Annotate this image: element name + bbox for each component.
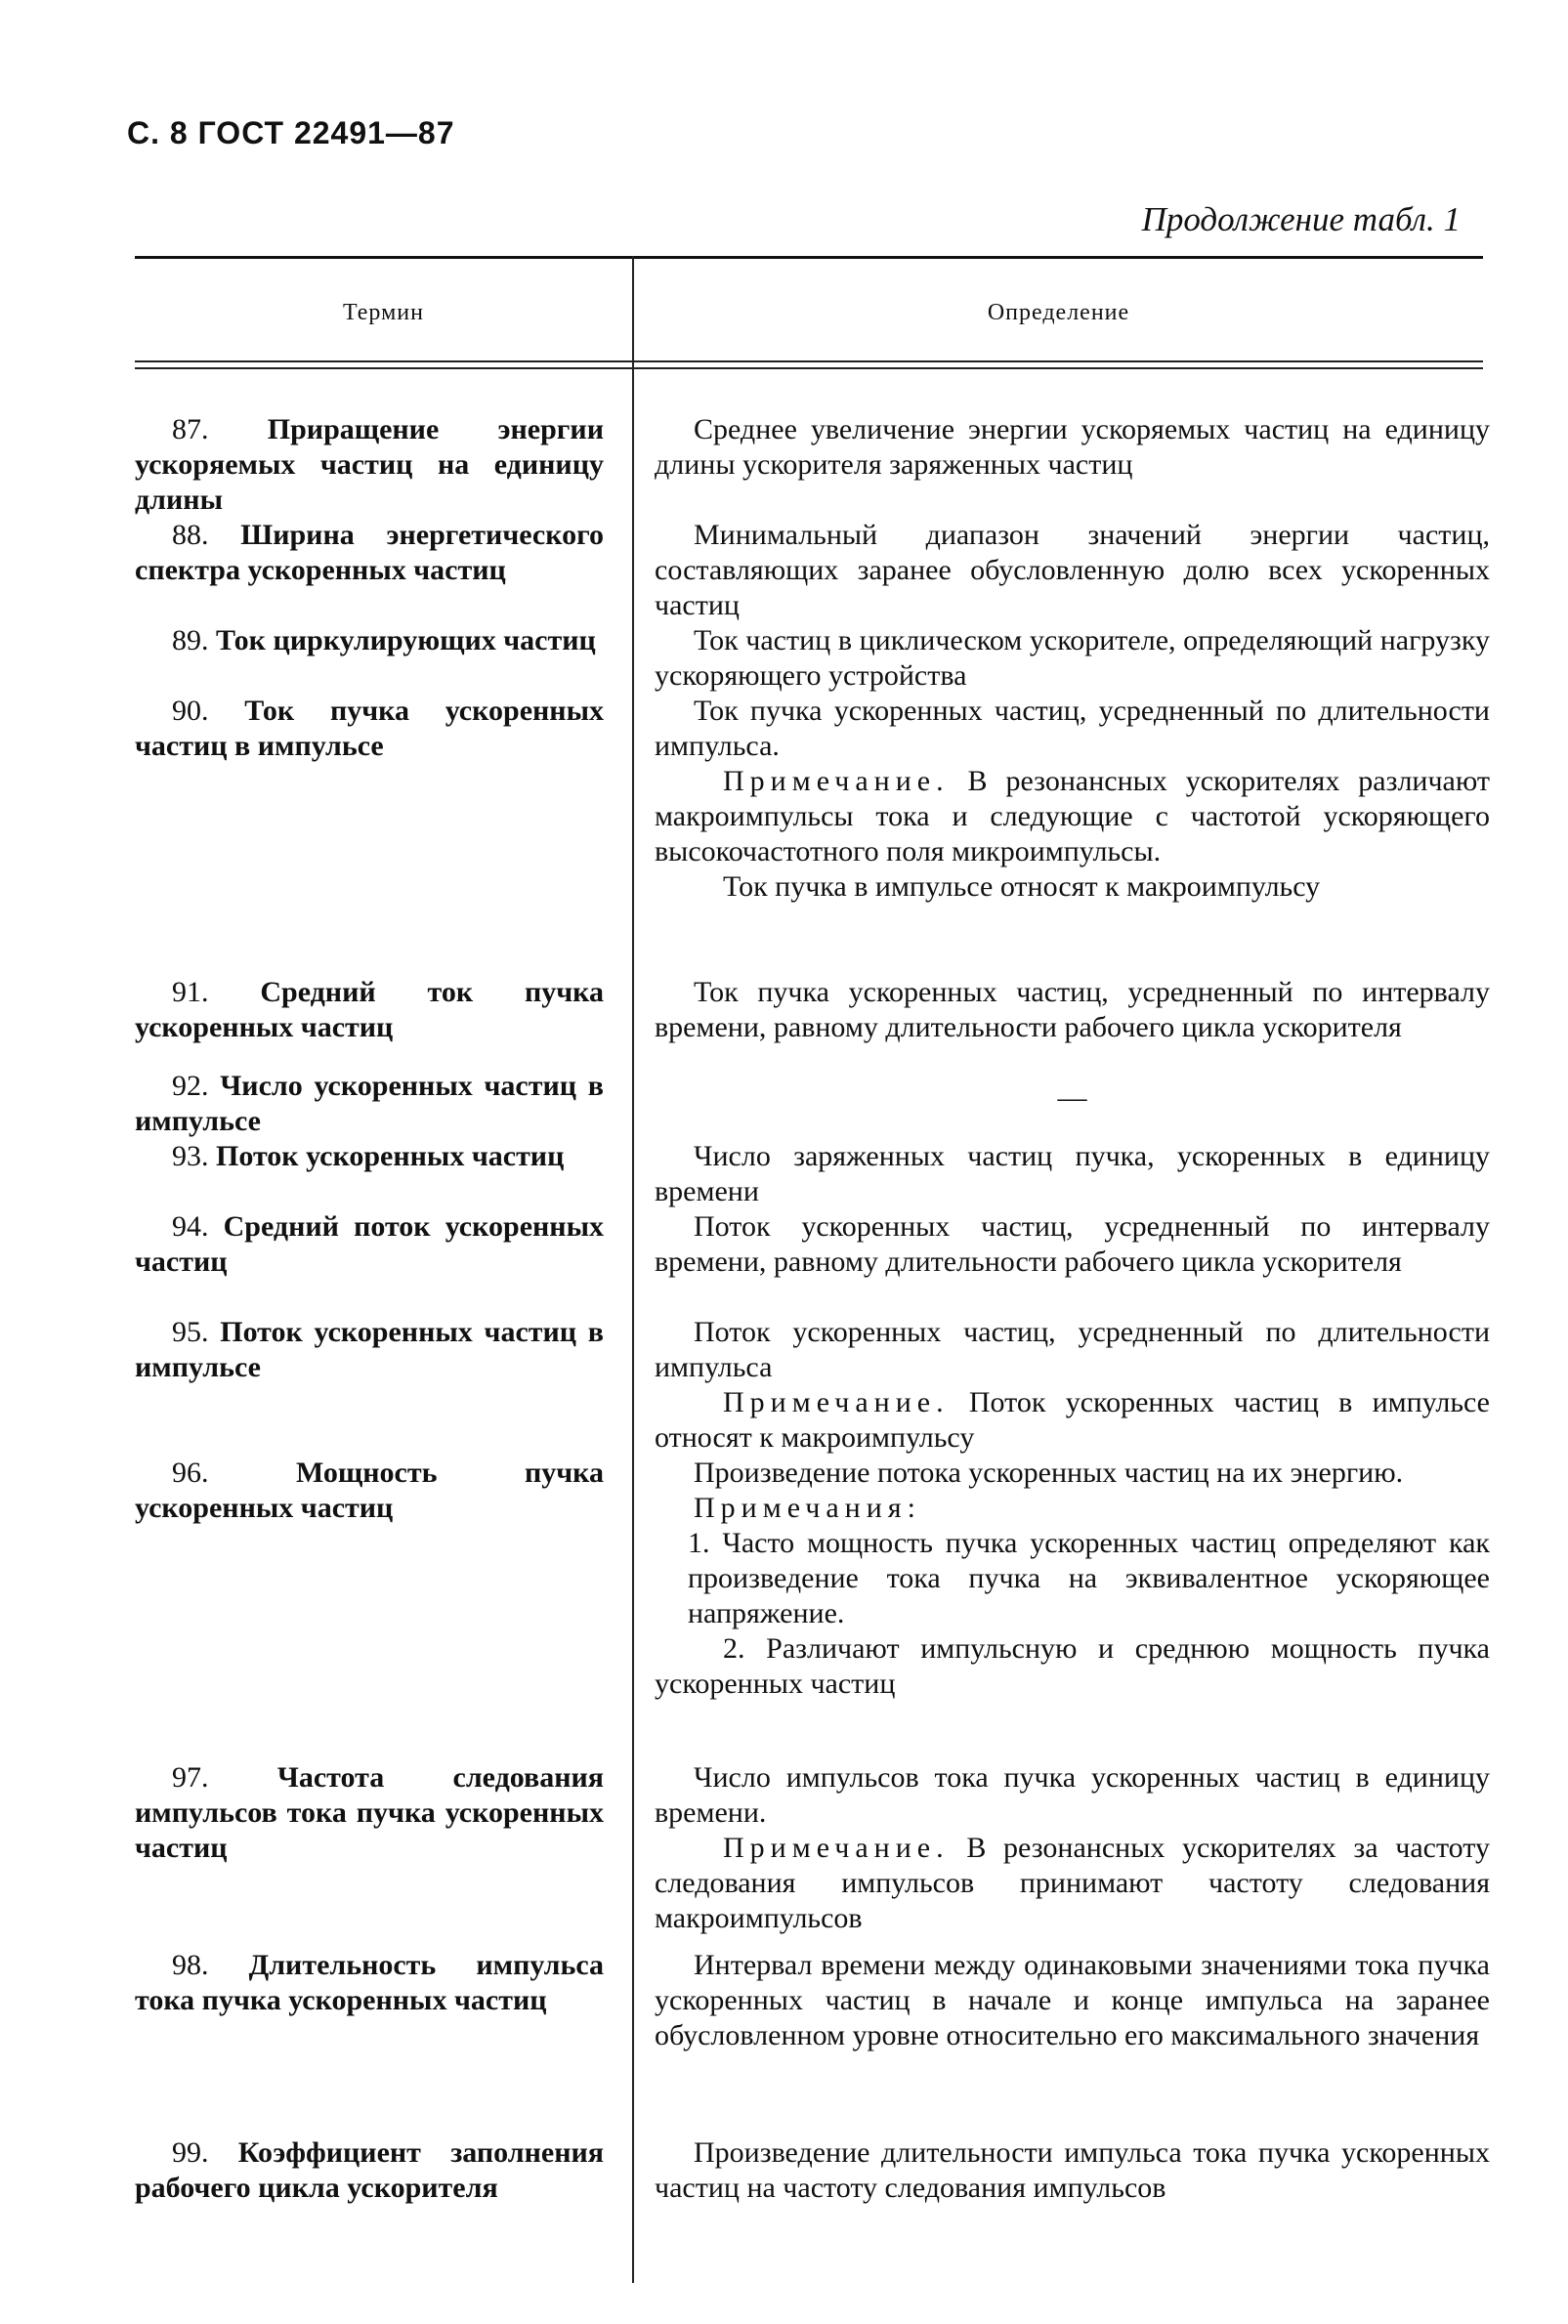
definition-90: Ток пучка ускоренных частиц, усредненный по длительности импульса. Примечание. В резонансных ускорителях различают макроимпульсы тока и следующие с частотой ускоряющего высокочастотного поля микроимпульсы. Ток пучка в импульсе относят к макроимпульсу — [655, 695, 1491, 903]
page-header: С. 8 ГОСТ 22491—87 — [127, 115, 455, 150]
column-header-term: Термин — [343, 300, 424, 325]
header-rule-lower — [135, 367, 1483, 369]
table-top-rule — [135, 256, 1483, 259]
notes-label-96: Примечания: — [694, 1492, 921, 1524]
note-90-extra: Ток пучка в импульсе относят к макроимпульсу — [723, 870, 1321, 903]
definition-87: Среднее увеличение энергии ускоряемых частиц на единицу длины ускорителя заряженных частиц — [655, 413, 1490, 481]
term-93: 93. Поток ускоренных частиц — [172, 1140, 565, 1172]
definition-93: Число заряженных частиц пучка, ускоренных в единицу времени — [655, 1140, 1490, 1207]
note-97: Примечание. В резонансных ускорителях за частоту следования импульсов принимают частоту следования макроимпульсов — [655, 1832, 1491, 1934]
term-99: 99. Коэффициент заполнения рабочего цикла ускорителя — [135, 2136, 604, 2204]
header-rule-upper — [135, 360, 1483, 362]
terms-table — [135, 256, 1491, 2283]
note-90: Примечание. В резонансных ускорителях различают макроимпульсы тока и следующие с частотой ускоряющего высокочастотного поля микроимпульсы. — [655, 765, 1491, 867]
definition-94: Поток ускоренных частиц, усредненный по интервалу времени, равному длительности рабочего цикла ускорителя — [655, 1210, 1490, 1278]
definition-96: Произведение потока ускоренных частиц на их энергию. Примечания: 1. Часто мощность пучка ускоренных частиц определяют как произведение тока пучка на эквивалентное ускоряющее напряжение. 2. Различают импульсную и среднюю мощность пучка ускоренных частиц — [655, 1457, 1490, 1700]
definition-88: Минимальный диапазон значений энергии частиц, составляющих заранее обусловленную долю всех ускоренных частиц — [655, 519, 1490, 621]
term-91: 91. Средний ток пучка ускоренных частиц — [135, 976, 604, 1043]
definition-89: Ток частиц в циклическом ускорителе, определяющий нагрузку ускоряющего устройства — [655, 624, 1490, 692]
definition-99: Произведение длительности импульса тока пучка ускоренных частиц на частоту следования импульсов — [655, 2136, 1490, 2204]
term-96: 96. Мощность пучка ускоренных частиц — [135, 1457, 605, 1524]
term-98: 98. Длительность импульса тока пучка ускоренных частиц — [135, 1949, 604, 2016]
note-96-item-1: 1. Часто мощность пучка ускоренных частиц определяют как произведение тока пучка на эквивалентное ускоряющее напряжение. — [688, 1527, 1490, 1629]
term-88: 88. Ширина энергетического спектра ускоренных частиц — [135, 519, 605, 586]
definition-97: Число импульсов тока пучка ускоренных частиц в единицу времени. Примечание. В резонансных ускорителях за частоту следования импульсов принимают частоту следования макроимпульсов — [655, 1761, 1491, 1934]
term-89: 89. Ток циркулирующих частиц — [172, 624, 596, 656]
definition-98: Интервал времени между одинаковыми значениями тока пучка ускоренных частиц в начале и конце импульса на заранее обусловленном уровне относительно его максимального значения — [655, 1949, 1490, 2051]
note-95: Примечание. Поток ускоренных частиц в импульсе относят к макроимпульсу — [655, 1386, 1491, 1454]
term-97: 97. Частота следования импульсов тока пучка ускоренных частиц — [135, 1761, 604, 1864]
definition-92: — — [1057, 1081, 1087, 1114]
column-divider — [632, 256, 634, 2283]
term-90: 90. Ток пучка ускоренных частиц в импульсе — [135, 695, 604, 762]
definition-91: Ток пучка ускоренных частиц, усредненный по интервалу времени, равному длительности рабочего цикла ускорителя — [655, 976, 1490, 1043]
note-96-item-2: 2. Различают импульсную и среднюю мощность пучка ускоренных частиц — [655, 1632, 1490, 1700]
term-95: 95. Поток ускоренных частиц в импульсе — [135, 1316, 604, 1383]
term-87: 87. Приращение энергии ускоряемых частиц на единицу длины — [135, 413, 604, 516]
term-92: 92. Число ускоренных частиц в импульсе — [135, 1070, 605, 1137]
definition-95: Поток ускоренных частиц, усредненный по длительности импульса Примечание. Поток ускоренных частиц в импульсе относят к макроимпульсу — [655, 1316, 1491, 1454]
column-header-definition: Определение — [987, 300, 1130, 325]
term-94: 94. Средний поток ускоренных частиц — [135, 1210, 605, 1278]
table-continuation-label: Продолжение табл. 1 — [1141, 200, 1461, 238]
